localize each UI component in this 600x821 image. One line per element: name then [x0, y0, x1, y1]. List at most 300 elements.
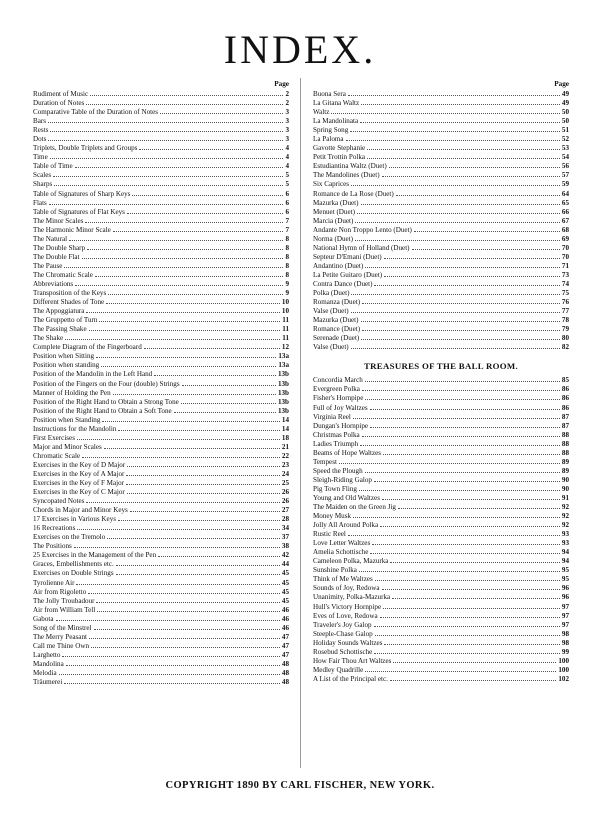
entry-page-number: 51	[561, 126, 569, 135]
entry-title: Position of the Right Hand to Obtain a Soft Tone	[33, 406, 172, 415]
dot-leader	[357, 213, 560, 214]
dot-leader	[82, 258, 284, 259]
index-entry	[33, 425, 289, 434]
entry-page-number: 88	[561, 448, 569, 457]
entry-title: Syncopated Notes	[33, 497, 85, 506]
entry-page-number: 13a	[278, 352, 289, 361]
entry-title: Graces, Embellishments etc.	[33, 560, 114, 569]
dot-leader	[350, 131, 560, 132]
dot-leader	[127, 466, 280, 467]
entry-title: Mandolina	[33, 659, 64, 668]
entry-page-number: 69	[561, 234, 569, 243]
entry-page-number: 91	[561, 493, 569, 502]
entry-page-number: 11	[282, 325, 289, 334]
entry-title: The Maiden on the Green Jig	[313, 503, 396, 512]
index-entry	[313, 467, 569, 476]
dot-leader	[351, 294, 559, 295]
entry-page-number: 45	[281, 596, 289, 605]
index-entry	[313, 503, 569, 512]
index-entry	[313, 603, 569, 612]
entry-title: Traveler's Joy Galop	[313, 620, 372, 629]
entry-page-number: 2	[285, 99, 289, 108]
dot-leader	[361, 104, 560, 105]
index-entry	[33, 642, 289, 651]
entry-page-number: 86	[561, 403, 569, 412]
entry-title: The Appoggiatura	[33, 307, 85, 316]
dot-leader	[126, 484, 280, 485]
dot-leader	[398, 508, 560, 509]
index-entry	[33, 199, 289, 208]
dot-leader	[355, 240, 560, 241]
entry-page-number: 8	[285, 261, 289, 270]
entry-page-number: 49	[561, 90, 569, 98]
dot-leader	[49, 204, 284, 205]
entry-page-number: 47	[281, 650, 289, 659]
entry-title: Steeple-Chase Galop	[313, 629, 373, 638]
entry-title: Beams of Hope Waltzes	[313, 448, 382, 457]
entry-title: Cameleon Polka, Mazurka	[313, 557, 389, 566]
entry-title: Exercises on the Tremolo	[33, 533, 106, 542]
entry-page-number: 95	[561, 566, 569, 575]
index-entry	[33, 461, 289, 470]
dot-leader	[82, 457, 280, 458]
entry-title: The Double Sharp	[33, 243, 86, 252]
index-entry	[33, 99, 289, 108]
dot-leader	[382, 589, 560, 590]
page-column-header: Page	[274, 80, 289, 88]
index-entry	[33, 171, 289, 180]
dot-leader	[360, 445, 560, 446]
entry-title: Abbreviations	[33, 279, 74, 288]
dot-leader	[384, 644, 559, 645]
entry-page-number: 11	[282, 334, 289, 343]
dot-leader	[77, 439, 280, 440]
dot-leader	[389, 167, 560, 168]
dot-leader	[355, 222, 560, 223]
entry-page-number: 8	[285, 234, 289, 243]
entry-page-number: 24	[281, 469, 289, 478]
entry-title: Position of the Right Hand to Obtain a Strong Tone	[33, 397, 179, 406]
entry-title: How Fair Thou Art Waltzes	[313, 656, 392, 665]
index-entry	[33, 407, 289, 416]
entry-page-number: 45	[281, 587, 289, 596]
entry-page-number: 89	[561, 466, 569, 475]
left-index-list	[33, 90, 289, 687]
dot-leader	[361, 321, 560, 322]
entry-page-number: 6	[285, 207, 289, 216]
entry-page-number: 59	[561, 180, 569, 189]
dot-leader	[382, 499, 560, 500]
index-entry	[313, 557, 569, 566]
index-entry	[33, 253, 289, 262]
dot-leader	[365, 399, 560, 400]
entry-page-number: 38	[281, 542, 289, 551]
index-entry	[313, 253, 569, 262]
entry-page-number: 4	[285, 162, 289, 171]
entry-page-number: 10	[281, 307, 289, 316]
entry-page-number: 48	[281, 669, 289, 677]
entry-page-number: 52	[561, 135, 569, 144]
entry-page-number: 76	[561, 298, 569, 307]
entry-page-number: 70	[561, 243, 569, 252]
entry-title: Buona Sera	[313, 90, 346, 98]
dot-leader	[370, 427, 560, 428]
dot-leader	[375, 635, 560, 636]
right-index-list	[313, 90, 569, 352]
index-entry	[33, 361, 289, 370]
entry-title: Gavotte Stephanie	[313, 144, 366, 153]
entry-page-number: 102	[558, 674, 569, 683]
index-entry	[33, 325, 289, 334]
entry-title: Young and Old Waltzes	[313, 493, 380, 502]
dot-leader	[351, 348, 560, 349]
entry-title: The Gruppetto of Turn	[33, 316, 98, 325]
index-entry	[33, 416, 289, 425]
dot-leader	[132, 195, 283, 196]
entry-title: Position of the Fingers on the Four (double) Strings	[33, 379, 180, 388]
index-entry	[313, 117, 569, 126]
index-entry	[33, 633, 289, 642]
dot-leader	[116, 565, 280, 566]
dot-leader	[396, 195, 560, 196]
page-column-header-right: Page	[554, 80, 569, 88]
entry-title: Bars	[33, 117, 47, 126]
entry-title: The Shake	[33, 334, 64, 343]
dot-leader	[181, 403, 276, 404]
dot-leader	[118, 520, 280, 521]
entry-title: Comparative Table of the Duration of Notes	[33, 108, 159, 117]
entry-page-number: 92	[561, 512, 569, 521]
entry-page-number: 53	[561, 144, 569, 153]
entry-title: The Passing Shake	[33, 325, 87, 334]
dot-leader	[384, 276, 560, 277]
entry-title: Jolly All Around Polka	[313, 521, 379, 530]
entry-title: Petit Trottin Polka	[313, 153, 366, 162]
dot-leader	[85, 222, 283, 223]
entry-page-number: 48	[281, 659, 289, 668]
entry-title: Six Caprices	[313, 180, 350, 189]
entry-title: La Gitana Waltz	[313, 99, 360, 108]
index-entry	[33, 434, 289, 443]
entry-title: Flats	[33, 198, 47, 207]
entry-page-number: 75	[561, 289, 569, 298]
index-entry	[313, 675, 569, 684]
dot-leader	[374, 626, 560, 627]
index-entry	[313, 171, 569, 180]
index-entry	[313, 657, 569, 666]
index-entry	[313, 235, 569, 244]
entry-title: The Merry Peasant	[33, 632, 87, 641]
index-entry	[313, 271, 569, 280]
dot-leader	[374, 481, 560, 482]
index-entry	[313, 90, 569, 99]
dot-leader	[86, 312, 279, 313]
entry-title: Valse (Duet)	[313, 307, 349, 316]
index-entry	[313, 648, 569, 657]
entry-title: Tyrolienne Air	[33, 578, 75, 587]
index-entry	[33, 380, 289, 389]
dot-leader	[362, 436, 560, 437]
index-entry	[313, 162, 569, 171]
index-entry	[313, 199, 569, 208]
entry-page-number: 98	[561, 629, 569, 638]
entry-title: Exercises on Double Strings	[33, 569, 114, 578]
dot-leader	[380, 526, 560, 527]
entry-title: Dungan's Hornpipe	[313, 421, 369, 430]
entry-page-number: 73	[561, 270, 569, 279]
dot-leader	[54, 185, 283, 186]
dot-leader	[359, 490, 560, 491]
entry-page-number: 3	[285, 135, 289, 144]
entry-page-number: 64	[561, 189, 569, 198]
index-entry	[33, 615, 289, 624]
entry-title: Instructions for the Mandolin	[33, 424, 117, 433]
dot-leader	[64, 683, 280, 684]
entry-title: Love Letter Waltzes	[313, 539, 371, 548]
entry-page-number: 92	[561, 503, 569, 512]
entry-page-number: 68	[561, 225, 569, 234]
entry-title: The Positions	[33, 542, 72, 551]
index-entry	[313, 630, 569, 639]
entry-title: The Natural	[33, 234, 68, 243]
entry-page-number: 50	[561, 117, 569, 126]
dot-leader	[365, 267, 560, 268]
entry-title: Holiday Sounds Waltzes	[313, 638, 383, 647]
dot-leader	[139, 149, 283, 150]
entry-page-number: 13b	[277, 388, 289, 397]
dot-leader	[87, 249, 283, 250]
entry-page-number: 21	[281, 442, 289, 451]
index-entry	[313, 144, 569, 153]
entry-page-number: 46	[281, 605, 289, 614]
entry-page-number: 8	[285, 270, 289, 279]
entry-page-number: 94	[561, 557, 569, 566]
index-entry	[313, 298, 569, 307]
entry-page-number: 14	[281, 424, 289, 433]
index-entry	[33, 280, 289, 289]
dot-leader	[348, 535, 560, 536]
index-entry	[33, 479, 289, 488]
entry-page-number: 42	[281, 551, 289, 560]
entry-page-number: 12	[281, 343, 289, 352]
dot-leader	[182, 385, 276, 386]
index-entry	[33, 217, 289, 226]
entry-page-number: 13b	[277, 406, 289, 415]
entry-title: Evergreen Polka	[313, 385, 360, 394]
dot-leader	[130, 511, 280, 512]
entry-page-number: 89	[561, 457, 569, 466]
dot-leader	[59, 674, 280, 675]
entry-title: Marcia (Duet)	[313, 216, 354, 225]
entry-page-number: 66	[561, 207, 569, 216]
entry-page-number: 9	[285, 289, 289, 298]
copyright-footer: COPYRIGHT 1890 BY CARL FISCHER, NEW YORK.	[165, 780, 435, 791]
index-entry	[313, 99, 569, 108]
dot-leader	[113, 394, 276, 395]
index-entry	[33, 262, 289, 271]
entry-page-number: 97	[561, 602, 569, 611]
index-entry	[313, 548, 569, 557]
entry-title: First Exercises	[33, 433, 75, 442]
entry-page-number: 90	[561, 484, 569, 493]
entry-title: The Double Flat	[33, 252, 80, 261]
entry-title: Sleigh-Riding Galop	[313, 475, 372, 484]
index-entry	[313, 593, 569, 602]
entry-page-number: 100	[558, 665, 569, 674]
entry-page-number: 47	[281, 641, 289, 650]
entry-page-number: 6	[285, 198, 289, 207]
dot-leader	[382, 176, 560, 177]
entry-title: Position of the Mandolin in the Left Hand	[33, 370, 153, 379]
entry-title: Menuet (Duet)	[313, 207, 355, 216]
index-entry	[313, 404, 569, 413]
index-entry	[313, 476, 569, 485]
index-entry	[33, 153, 289, 162]
entry-page-number: 71	[561, 261, 569, 270]
entry-page-number: 50	[561, 108, 569, 117]
dot-leader	[89, 638, 280, 639]
dot-leader	[69, 240, 283, 241]
entry-page-number: 47	[281, 632, 289, 641]
dot-leader	[116, 574, 280, 575]
index-entry	[313, 262, 569, 271]
entry-page-number: 95	[561, 575, 569, 584]
entry-page-number: 56	[561, 162, 569, 171]
entry-title: Andantino (Duet)	[313, 261, 364, 270]
dot-leader	[48, 140, 283, 141]
entry-page-number: 25	[281, 479, 289, 488]
entry-title: Think of Me Waltzes	[313, 575, 373, 584]
index-entry	[313, 530, 569, 539]
index-entry	[33, 660, 289, 669]
entry-page-number: 7	[285, 216, 289, 225]
entry-page-number: 4	[285, 153, 289, 162]
entry-page-number: 88	[561, 430, 569, 439]
entry-page-number: 80	[561, 334, 569, 343]
entry-title: Waltz	[313, 108, 330, 117]
entry-title: Manner of Holding the Pen	[33, 388, 111, 397]
entry-title: Mazurka (Duet)	[313, 316, 359, 325]
dot-leader	[62, 656, 279, 657]
index-entry	[313, 208, 569, 217]
dot-leader	[56, 620, 280, 621]
index-entry	[313, 612, 569, 621]
ballroom-section-title: TREASURES OF THE BALL ROOM.	[363, 361, 518, 372]
entry-page-number: 94	[561, 548, 569, 557]
index-entry	[33, 235, 289, 244]
entry-title: Major and Minor Scales	[33, 442, 102, 451]
entry-page-number: 65	[561, 198, 569, 207]
index-entry	[313, 180, 569, 189]
index-entry	[33, 389, 289, 398]
entry-title: La Petite Guitaro (Duet)	[313, 270, 383, 279]
dot-leader	[113, 231, 284, 232]
entry-title: Hull's Victory Hornpipe	[313, 602, 382, 611]
dot-leader	[374, 285, 559, 286]
entry-title: Mazurka (Duet)	[313, 198, 359, 207]
index-entry	[313, 280, 569, 289]
column-divider	[300, 78, 301, 768]
entry-title: Transposition of the Keys	[33, 289, 107, 298]
entry-title: Rosebud Schottische	[313, 647, 373, 656]
index-entry	[33, 108, 289, 117]
dot-leader	[346, 140, 560, 141]
entry-title: Romance de La Rose (Duet)	[313, 189, 394, 198]
entry-page-number: 78	[561, 316, 569, 325]
index-entry	[33, 470, 289, 479]
entry-page-number: 13b	[277, 397, 289, 406]
index-entry	[33, 289, 289, 298]
entry-page-number: 86	[561, 385, 569, 394]
index-entry	[33, 624, 289, 633]
dot-leader	[107, 538, 280, 539]
entry-title: Chromatic Scale	[33, 451, 81, 460]
index-entry	[313, 539, 569, 548]
dot-leader	[339, 463, 560, 464]
index-entry	[313, 584, 569, 593]
index-entry	[33, 316, 289, 325]
index-entry	[33, 343, 289, 352]
dot-leader	[160, 113, 283, 114]
dot-leader	[331, 113, 560, 114]
entry-title: Dots	[33, 135, 47, 144]
entry-page-number: 22	[281, 451, 289, 460]
index-entry	[313, 512, 569, 521]
entry-title: Virginia Reel	[313, 412, 351, 421]
dot-leader	[353, 418, 560, 419]
index-entry	[313, 440, 569, 449]
index-entry	[33, 524, 289, 533]
entry-page-number: 92	[561, 521, 569, 530]
dot-leader	[361, 339, 560, 340]
entry-page-number: 14	[281, 415, 289, 424]
entry-page-number: 45	[281, 569, 289, 578]
entry-page-number: 85	[561, 376, 569, 385]
entry-page-number: 26	[281, 488, 289, 497]
index-entry	[313, 153, 569, 162]
entry-title: Andante Non Troppo Lento (Duet)	[313, 225, 412, 234]
entry-title: Spring Song	[313, 126, 349, 135]
entry-page-number: 86	[561, 394, 569, 403]
dot-leader	[86, 104, 283, 105]
dot-leader	[97, 611, 280, 612]
entry-page-number: 5	[285, 171, 289, 180]
dot-leader	[126, 475, 279, 476]
entry-title: La Paloma	[313, 135, 344, 144]
dot-leader	[365, 472, 560, 473]
entry-title: Amelia Schottische	[313, 548, 369, 557]
dot-leader	[65, 339, 280, 340]
entry-title: Medley Quadrille	[313, 665, 364, 674]
entry-title: La Mandolinata	[313, 117, 359, 126]
entry-page-number: 98	[561, 638, 569, 647]
entry-title: The Jolly Troubadour	[33, 596, 95, 605]
entry-title: Chords in Major and Minor Keys	[33, 506, 128, 515]
dot-leader	[50, 131, 283, 132]
dot-leader	[88, 593, 280, 594]
index-entry	[313, 307, 569, 316]
entry-title: Serenade (Duet)	[313, 334, 360, 343]
dot-leader	[362, 330, 560, 331]
dot-leader	[48, 122, 283, 123]
entry-page-number: 96	[561, 584, 569, 593]
entry-page-number: 8	[285, 252, 289, 261]
dot-leader	[106, 303, 280, 304]
entry-title: Rests	[33, 126, 49, 135]
dot-leader	[50, 158, 284, 159]
index-entry	[33, 334, 289, 343]
index-entry	[33, 162, 289, 171]
